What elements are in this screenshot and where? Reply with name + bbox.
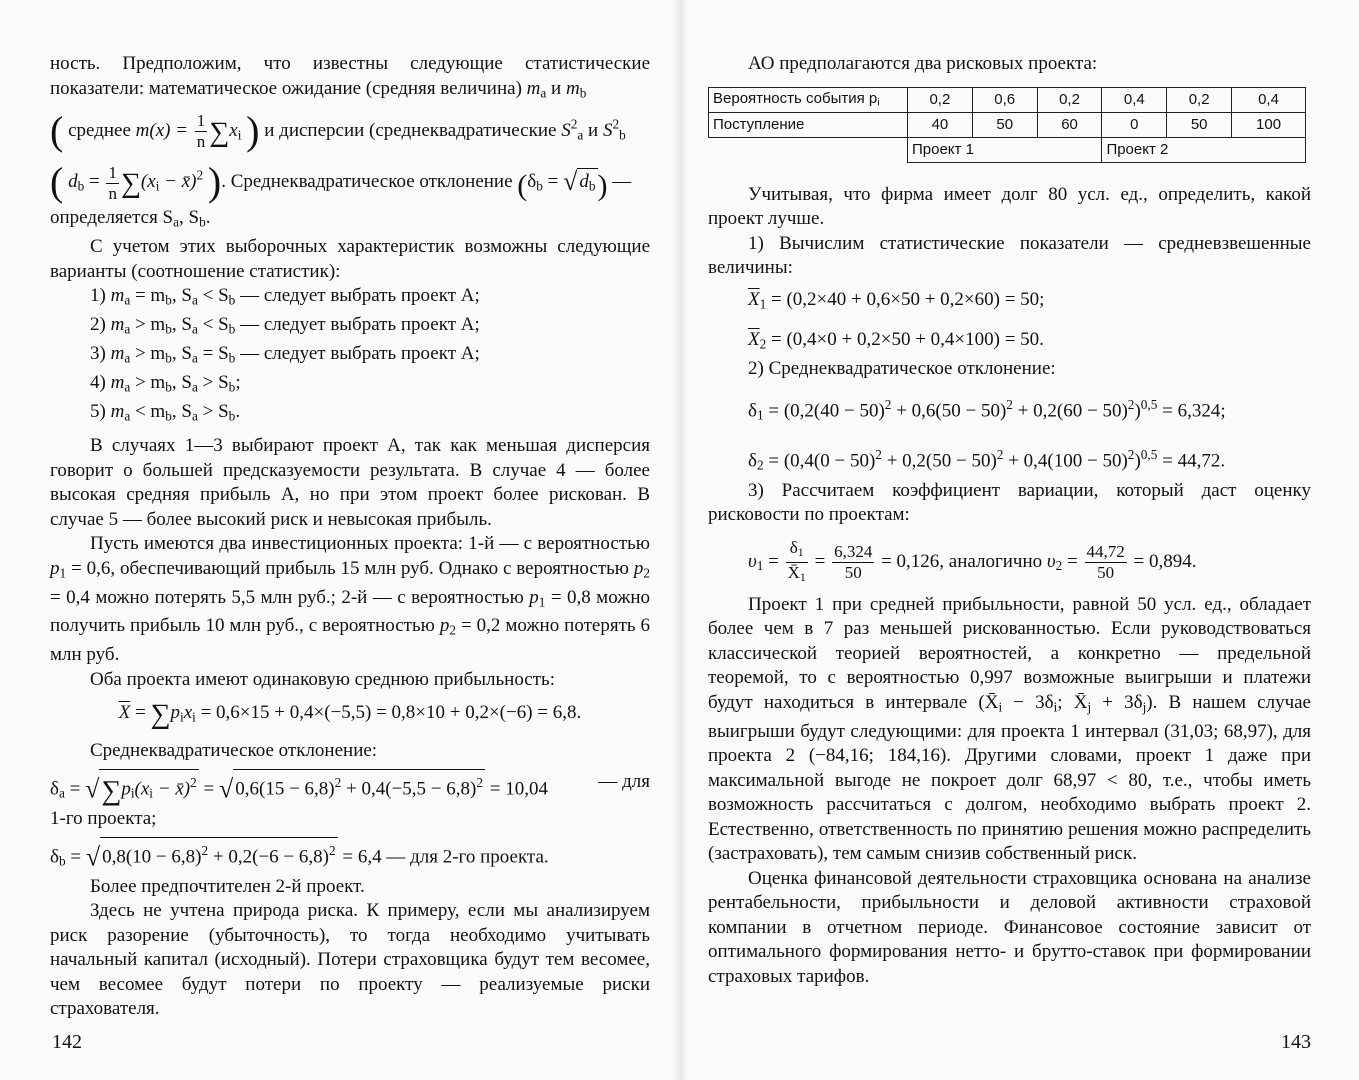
table-cell: 0,2 (1167, 87, 1232, 112)
equation-delta1: $\delta_1 = (0,2(40 - 50)^2 + 0,6(50 - 50)^2 + 0,2(60 - 50)^2)^{0,5} = 6,324$; (748, 396, 1226, 423)
page-number-left: 142 (52, 1031, 82, 1053)
equation-x2: $\overline{X}_2 = (0,4\times 0 + 0,2\times 50 + 0,4\times 100) = 50$. (748, 328, 1044, 352)
paragraph-risk-nature: Здесь не учтена природа риска. К примеру, если мы анализируем риск разорение (убыточность), то тогда необходимо учитывать начальный капитал (исходный). Потери страховщика будут тем весомее, чем весомее будут потери по проекту — реализуемые риски страхователя. (50, 900, 650, 1020)
list-item: 4) $m_a > m_b$, $S_a > S_b$; (90, 371, 241, 395)
paragraph-two-projects: Пусть имеются два инвестиционных проекта: 1-й — с вероятностью $p_1 = 0,6$, обеспечивающий прибыль 15 млн руб. Однако с вероятностью $p_2 = 0,4$ можно потерять 5,5 млн руб.; 2-й — с вероятностью $p_1 = 0,8$ можно получить прибыль 10 млн руб., с вероятностью $p_2 = 0,2$ можно потерять 6 млн руб. (50, 533, 651, 666)
table-cell-empty (709, 137, 908, 162)
table-cell: 100 (1232, 112, 1306, 137)
equation-delta-a: $\delta_a = √\sum p_i(x_i$ − x̄)$^2$ = √ $0,6(15 - 6,8)^2 + 0,4(-5,5 - 6,8)^2 = 10,04$ — для (50, 771, 650, 807)
paragraph-intro: ность. Предположим, что известны следующие статистические показатели: математическое ожидание (средняя величина) $m_a$ и $m_b$ (50, 53, 650, 100)
paragraph-financial-assessment: Оценка финансовой деятельности страховщика основана на анализе рентабельности, прибыльности и деловой активности страховой компании в отчетном периоде. Финансовое состояние зависит от оптимального формирования нетто- и брутто-ставок при формировании страховых тарифов. (708, 867, 1311, 987)
paragraph-cases: В случаях 1—3 выбирают проект А, так как меньшая дисперсия говорит о большей предсказуемости результата. В случае 4 — более высокая средняя прибыль А, но при этом проект более рискован. В случае 5 — более высокий риск и невысокая прибыль. (50, 435, 650, 530)
paragraph-defined: определяется $S_a$, $S_b$. (50, 207, 211, 230)
equation-delta-b: $\delta_b$ = √ $0,8(10 - 6,8)^2 + 0,2(-6 - 6,8)^2 = 6,4$ — для 2-го проекта. (50, 837, 650, 875)
table-project-2: Проект 2 (1102, 137, 1306, 162)
formula-mean-line: ( среднее m(x) = $\frac{1}{n}$ $\sum x_i$ ) и дисперсии (среднеквадратические $S^2_a$ и $S^2_b$ (50, 108, 626, 154)
table-cell: 0,2 (1037, 87, 1102, 112)
equation-mean: $\overline{X} = \sum p_ix_i = 0,6\times 15 + 0,4\times(-5,5) = 0,8\times 10 + 0,2\times(-6) = 6,8$. (118, 699, 582, 731)
paragraph-variants: С учетом этих выборочных характеристик возможны следующие варианты (соотношение статистик): (50, 236, 650, 282)
table-row (709, 112, 1306, 137)
paragraph-step1: 1) Вычислим статистические показатели — средневзвешенные величины: (708, 232, 1311, 278)
paragraph-step2: 2) Среднеквадратическое отклонение: (748, 358, 1056, 380)
table-row (709, 87, 1306, 112)
table-row-label: Вероятность события $p_i$ (709, 87, 908, 112)
table-cell: 50 (1167, 112, 1232, 137)
table-cell: 0,2 (908, 87, 973, 112)
paragraph-debt: Учитывая, что фирма имеет долг 80 усл. ед., определить, какой проект лучше. (708, 183, 1311, 229)
list-item: 1) $m_a = m_b$, $S_a < S_b$ — следует выбрать проект А; (90, 285, 480, 308)
right-page (680, 0, 1359, 1080)
fraction-1-n: $\frac{1}{n}$ (196, 111, 206, 152)
paragraph-step3: 3) Рассчитаем коэффициент вариации, который даст оценку рисковости по проектам: (708, 479, 1311, 526)
table-row (709, 137, 1306, 162)
table-cell: 0,6 (972, 87, 1037, 112)
table-cell: 0,4 (1232, 87, 1306, 112)
fraction-1-n-variance: $\frac{1}{n}$ (108, 162, 117, 203)
list-item: 2) $m_a > m_b$, $S_a < S_b$ — следует выбрать проект А; (90, 314, 480, 337)
paragraph-mean-profit: Оба проекта имеют одинаковую среднюю прибыльность: (90, 668, 555, 690)
paragraph-two-risky-projects: АО предполагаются два рисковых проекта: (748, 53, 1098, 74)
formula-variance-line: ( $d_b$ = $\frac{1}{n}$ $\sum(x_i$ − x̄)$^2$ ). Среднеквадратическое отклонение ($\delta_b$ = √ $d_b$) — (50, 159, 632, 205)
paragraph-project1-analysis: Проект 1 при средней прибыльности, равной 50 усл. ед., обладает более чем в 7 раз меньшей рискованностью. Если руководствоваться классической теорией вероятностей, а конкретно — предельной теоремой, то с вероятностью 0,997 возможные выигрыши и платежи будут находиться в интервале ($X̄_i - 3\delta_i$; $X̄_j + 3\delta_j$). В нашем случае выигрыши будут следующими: для проекта 1 интервал (31,03; 68,97), для проекта 2 (−84,16; 184,16). Другими словами, проект 1 даже при максимальной выгоде не покроет долг 68,97 < 80, т.е., чтобы иметь возможность рассчитаться с долгом, необходимо выбрать проект 2. Естественно, ответственность по принятию решения можно распределить (застраховать), тем самым снизив собственный риск. (708, 593, 1311, 865)
table-cell: 0,4 (1102, 87, 1167, 112)
list-item: 5) $m_a < m_b$, $S_a > S_b$. (90, 400, 241, 423)
paragraph-preferred: Более предпочтителен 2-й проект. (90, 875, 365, 897)
table-cell: 0 (1102, 112, 1167, 137)
table-row-label: Поступление (709, 112, 908, 137)
table-cell: 60 (1037, 112, 1102, 137)
equation-variation: $\upsilon_1$ = $\frac{\delta_1}{X̄_1}$ = $\frac{6,324}{50}$ = 0,126, аналогично $\upsilon_2$ = $\frac{44,72}{50}$ = 0,894. (748, 537, 1197, 584)
equation-delta2: $\delta_2 = (0,4(0 - 50)^2 + 0,2(50 - 50)^2 + 0,4(100 - 50)^2)^{0,5} = 44,72$. (748, 447, 1226, 473)
page-number-right: 143 (1281, 1031, 1311, 1053)
paragraph-first-project: 1-го проекта; (50, 807, 157, 829)
table-cell: 50 (972, 112, 1037, 137)
variants-list (50, 284, 650, 428)
projects-table (708, 87, 1306, 163)
table-project-1: Проект 1 (908, 137, 1102, 162)
list-item: 3) $m_a > m_b$, $S_a = S_b$ — следует выбрать проект А; (90, 342, 480, 366)
table-cell: 40 (908, 112, 973, 137)
equation-x1: $\overline{X}_1 = (0,2\times 40 + 0,6\times 50 + 0,2\times 60) = 50$; (748, 288, 1045, 311)
paragraph-stdev-title: Среднеквадратическое отклонение: (90, 739, 378, 761)
